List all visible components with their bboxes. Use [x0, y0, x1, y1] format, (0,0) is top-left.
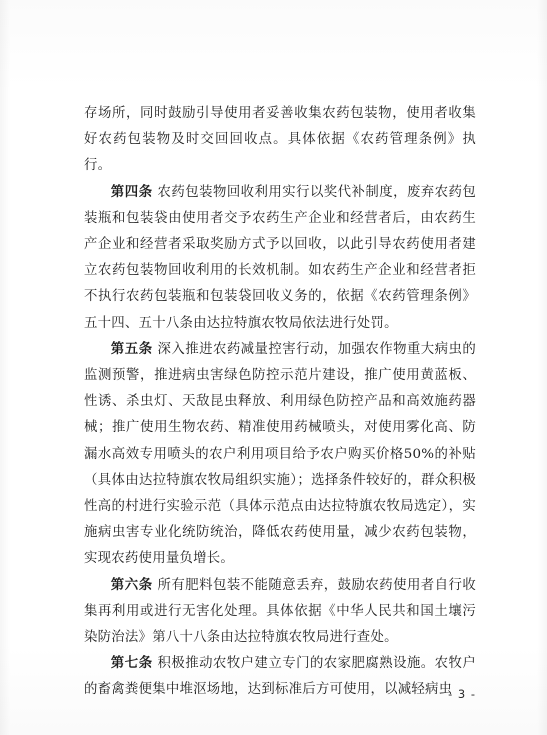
- paragraph-text: 农药包装物回收利用实行以奖代补制度，废弃农药包装瓶和包装袋由使用者交予农药生产企业和经营者后，由农药生产企业和经营者采取奖励方式予以回收，以此引导农药使用者建立农药包装物回收利用的长效机制。如农药生产企业和经营者拒不执行农药包装瓶和包装袋回收义务的，依据《农药管理条例》五十四、五十八条由达拉特旗农牧局依法进行处罚。: [84, 184, 476, 331]
- paragraph-text: 存场所，同时鼓励引导使用者妥善收集农药包装物，使用者收集好农药包装物及时交回回收点。具体依据《农药管理条例》执行。: [84, 106, 476, 174]
- page-number: - 3 -: [448, 687, 476, 701]
- scan-shadow-left: [0, 0, 10, 735]
- article-6: [84, 573, 476, 652]
- article-5: [84, 337, 476, 573]
- paragraph-text: 深入推进农药减量控害行动，加强农作物重大病虫的监测预警，推进病虫害绿色防控示范片建设，推广使用黄蓝板、性诱、杀虫灯、天敌昆虫释放、利用绿色防控产品和高效施药器械；推广使用生物农药、精准使用药械喷头，对使用雾化高、防漏水高效专用喷头的农户利用项目给予农户购买价格50%的补贴（具体由达拉特旗农牧局组织实施）；选择条件较好的，群众积极性高的村进行实验示范（具体示范点由达拉特旗农牧局选定），实施病虫害专业化统防统治，降低农药使用量，减少农药包装物，实现农药使用量负增长。: [84, 341, 476, 567]
- article-label: 第七条: [110, 656, 153, 672]
- article-label: 第四条: [110, 184, 153, 200]
- article-label: 第五条: [110, 341, 153, 357]
- paragraph-continuation: [84, 101, 476, 180]
- paragraph-text: 所有肥料包装不能随意丢弃，鼓励农药使用者自行收集再利用或进行无害化处理。具体依据《中华人民共和国土壤污染防治法》第八十八条由达拉特旗农牧局进行查处。: [84, 577, 476, 646]
- document-body: [84, 101, 476, 704]
- scan-shadow-right: [537, 0, 547, 735]
- article-4: [84, 180, 476, 337]
- article-label: 第六条: [110, 577, 153, 593]
- article-7: [84, 651, 476, 703]
- paragraph-text: 积极推动农牧户建立专门的农家肥腐熟设施。农牧户的畜禽粪便集中堆沤场地，达到标准后方可使用，以减轻病虫: [84, 656, 476, 698]
